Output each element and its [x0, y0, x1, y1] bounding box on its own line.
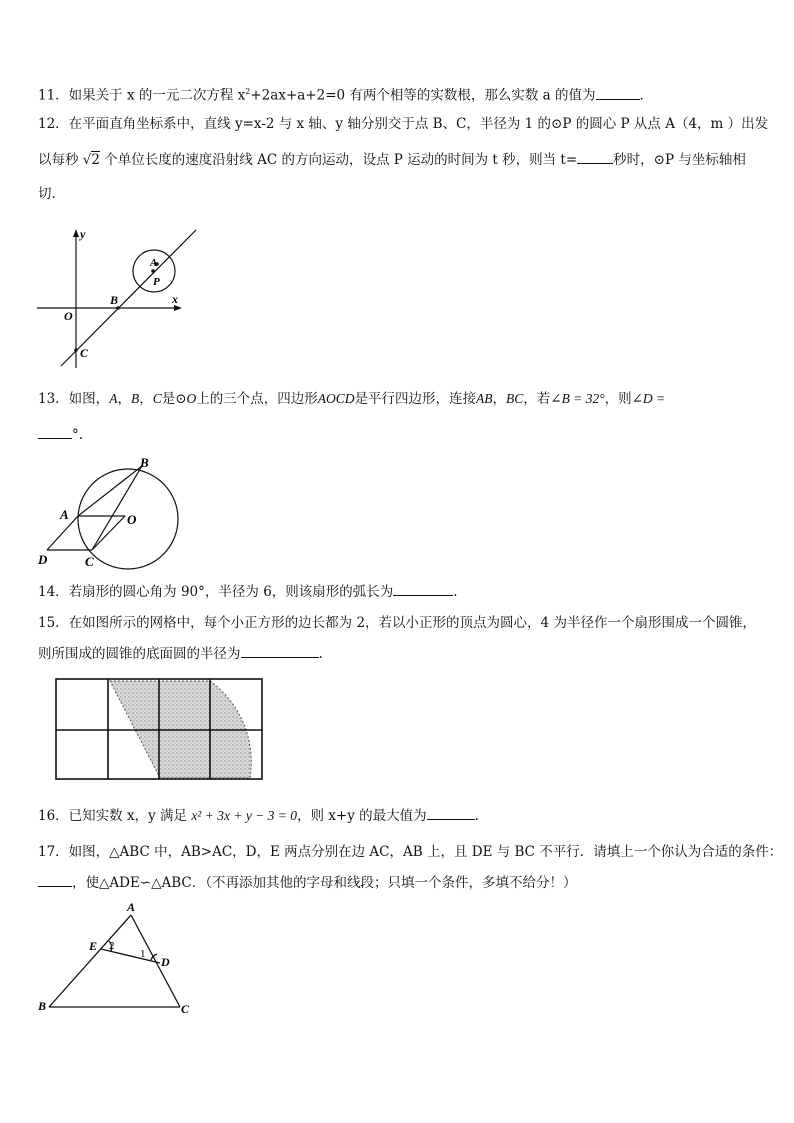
label-D: D — [161, 955, 170, 969]
label-D: D — [38, 552, 48, 567]
label-x: x — [172, 292, 178, 306]
question-12-line1: 12．在平面直角坐标系中，直线 y=x-2 与 x 轴、y 轴分别交于点 B、C，半径为 1 的⊙P 的圆心 P 从点 A（4，m ）出发 — [38, 116, 769, 132]
question-16: 16．已知实数 x，y 满足 x² + 3x + y − 3 = 0，则 x+y 的最大值为 . — [38, 808, 479, 824]
label-B: B — [140, 455, 149, 470]
question-17-line1: 17．如图，△ABC 中，AB>AC，D，E 两点分别在边 AC，AB 上，且 DE 与 BC 不平行．请填上一个你认为合适的条件： — [38, 844, 783, 860]
label-y: y — [80, 227, 86, 241]
label-P: P — [153, 276, 160, 288]
question-13-line2: °. — [38, 425, 83, 444]
label-C: C — [85, 554, 94, 569]
label-B: B — [110, 293, 119, 307]
question-14: 14．若扇形的圆心角为 90°，半径为 6，则该扇形的弧长为 . — [38, 584, 458, 600]
question-15-line2: 则所围成的圆锥的底面圆的半径为 . — [38, 646, 323, 662]
question-15-line1: 15．在如图所示的网格中，每个小正方形的边长都为 2，若以小正形的顶点为圆心，4 为半径作一个扇形围成一个圆锥， — [38, 615, 756, 631]
label-E: E — [89, 939, 98, 953]
label-2: 2 — [109, 940, 115, 952]
question-11: 11．如果关于 x 的一元二次方程 $x^2+2ax+a+2=0$ 有两个相等的实数根，那么实数 a 的值为 ． — [38, 87, 654, 104]
label-O: O — [64, 309, 73, 323]
label-B: B — [38, 999, 47, 1013]
question-12-line3: 切. — [38, 186, 56, 202]
label-O: O — [127, 512, 137, 527]
sqrt-symbol: √2 — [82, 152, 100, 168]
label-C: C — [80, 346, 89, 360]
question-12-line2: 以每秒 √2 个单位长度的速度沿射线 AC 的方向运动，设点 P 运动的时间为 t 秒，则当 t= 秒时，⊙P 与坐标轴相 — [38, 152, 746, 168]
label-A: A — [150, 257, 158, 269]
question-17-line2: ，使△ADE∽△ABC．（不再添加其他的字母和线段；只填一个条件，多填不给分！） — [38, 873, 577, 892]
label-A: A — [127, 900, 136, 914]
label-1: 1 — [140, 948, 146, 960]
question-13: 13．如图，A，B，C是⊙O上的三个点，四边形AOCD是平行四边形，连接AB，BC，若∠B = 32°，则∠D = — [38, 391, 666, 407]
label-C: C — [181, 1002, 190, 1016]
label-A: A — [60, 507, 69, 522]
